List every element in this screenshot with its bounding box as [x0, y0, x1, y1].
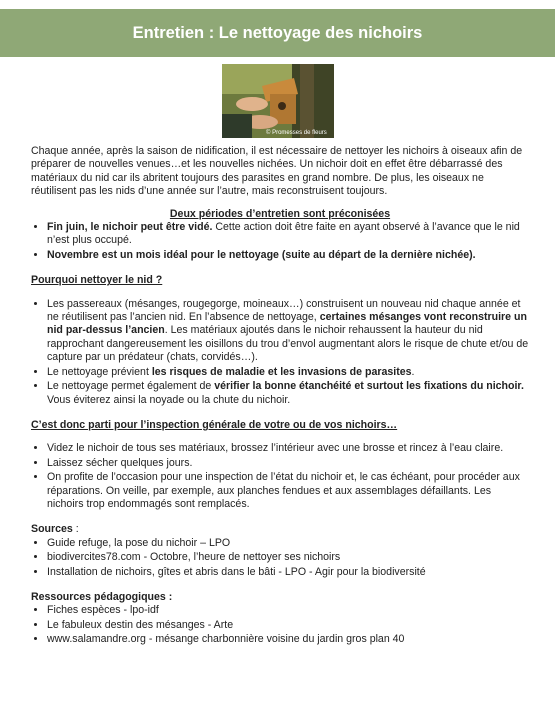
source-link[interactable]: • Guide refuge, la pose du nichoir – LPO: [47, 537, 529, 550]
why-list: [31, 298, 529, 407]
sources-heading: Sources :: [31, 523, 79, 536]
list-item: • On profite de l’occasion pour une inspection de l’état du nichoir et, le cas échéant, pour procéder aux réparations. On veille, par exemple, aux planches fendues et aux assemblages défaillants. Les nichoirs trop endommagés sont remplacés.: [47, 471, 529, 511]
nest-box-photo: [222, 64, 334, 138]
periods-list: [31, 221, 529, 262]
list-item: • Les passereaux (mésanges, rougegorge, moineaux…) construisent un nouveau nid chaque année et ne réutilisent pas l’ancien nid. En l’absence de nettoyage, certaines mésanges vont reconstruire un nid par-dessus l’ancien. Les matériaux ajoutés dans le nichoir rehaussent la hauteur du nid rapprochant dangereusement les oisillons du trou d’envol augmentant alors le risque de chute et/ou de capture par un prédateur (chats, corvidés…).: [47, 298, 529, 365]
article-body: [31, 145, 529, 648]
list-item: • Fin juin, le nichoir peut être vidé. Cette action doit être faite en ayant observé à l’avance que le nid n’est plus occupé.: [47, 221, 529, 248]
inspection-heading: C’est donc parti pour l’inspection générale de votre ou de vos nichoirs…: [31, 418, 398, 431]
page-title-banner: [0, 9, 555, 57]
periods-heading: Deux périodes d’entretien sont préconisées: [169, 207, 391, 220]
source-link[interactable]: • biodivercites78.com - Octobre, l’heure de nettoyer ses nichoirs: [47, 551, 529, 564]
resource-link[interactable]: • Fiches espèces - lpo-idf: [47, 604, 529, 617]
resources-list: [31, 604, 529, 646]
resource-link[interactable]: • www.salamandre.org - mésange charbonnière voisine du jardin gros plan 40: [47, 633, 529, 646]
why-heading: Pourquoi nettoyer le nid ?: [31, 274, 163, 287]
sources-list: [31, 537, 529, 579]
list-item: • Novembre est un mois idéal pour le nettoyage (suite au départ de la dernière nichée).: [47, 249, 529, 262]
list-item: • Le nettoyage prévient les risques de maladie et les invasions de parasites.: [47, 366, 529, 379]
resources-heading: Ressources pédagogiques :: [31, 590, 173, 603]
page-title: Entretien : Le nettoyage des nichoirs: [132, 23, 423, 42]
list-item: • Videz le nichoir de tous ses matériaux, brossez l’intérieur avec une brosse et rincez à l’eau claire.: [47, 442, 529, 455]
photo-credit: © Promesses de fleurs: [266, 130, 327, 136]
resource-link[interactable]: • Le fabuleux destin des mésanges - Arte: [47, 619, 529, 632]
inspection-list: [31, 442, 529, 511]
intro-paragraph: Chaque année, après la saison de nidification, il est nécessaire de nettoyer les nichoirs à oiseaux afin de préparer de nouvelles venues…et les nouvelles nichées. Un nichoir doit en effet être débarrassé des matériaux du nid car ils abritent toujours des parasites en grand nombre. De plus, les oiseaux ne réutilisent pas les nids d’une année sur l’autre, mais reconstruisent toujours.: [31, 145, 523, 198]
source-link[interactable]: • Installation de nichoirs, gîtes et abris dans le bâti - LPO - Agir pour la biodiversité: [47, 566, 529, 579]
list-item: • Laissez sécher quelques jours.: [47, 457, 529, 470]
list-item: • Le nettoyage permet également de vérifier la bonne étanchéité et surtout les fixations du nichoir. Vous éviterez ainsi la noyade ou la chute du nichoir.: [47, 380, 529, 407]
